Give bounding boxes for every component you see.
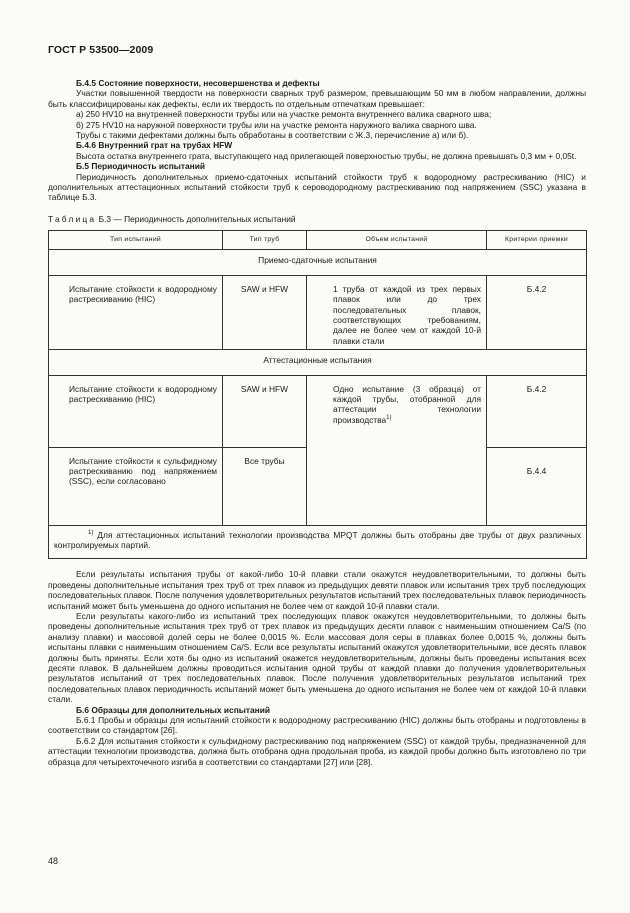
table-caption-text: Б.3 — Периодичность дополнительных испытаний <box>98 213 296 224</box>
table-footnote <box>49 525 587 559</box>
paragraph: Участки повышенной твердости на поверхности сварных труб размером, превышающим 50 мм в любом направлении, должны быть классифицированы как дефекты, если их твердость по отдельным отпечаткам превышает: <box>48 88 586 109</box>
section-b46-title: Б.4.6 Внутренний грат на трубах HFW <box>76 140 233 151</box>
cell-volume: 1 труба от каждой из трех первых плавок или до трех последовательных плавок, соответствующих требованиям, далее не более чем от каждой 10-й плавки стали <box>307 275 487 349</box>
table-caption <box>48 214 586 224</box>
cell-criteria: Б.4.2 <box>487 275 587 349</box>
cell-test-type: Испытание стойкости к водородному растрескиванию (HIC) <box>49 275 223 349</box>
table-row <box>49 375 587 447</box>
section-b5-title: Б.5 Периодичность испытаний <box>76 161 206 172</box>
cell-pipe-type: SAW и HFW <box>223 375 307 447</box>
table-footnote-row <box>49 525 587 559</box>
paragraph: Если результаты какого-либо из испытаний трех последующих плавок окажутся неудовлетворительными, то должны быть проведены дополнительные испытания трех труб от трех плавок из предыдущих десяти плавок с наименьшим отношением Ca/S (по анализу плавки) и массовой долей серы не более 0,0015 %. Если массовая доля серы в плавках более 0,0015 %, должны быть испытаны плавки с наименьшим отношением Ca/S. Если все результаты испытаний окажутся удовлетворительными, все десять плавок должны быть приняты. Если хотя бы одно из испытаний окажется неудовлетворительным, должны быть проведены испытания всех десяти плавок. В дальнейшем должны проводиться испытания одной трубы от каждой плавки до получения удовлетворительных результатов испытаний от трех последовательных плавок. После получения удовлетворительных результатов испытаний трех последовательных плавок периодичность испытаний может быть уменьшена до одного испытания не более чем от каждой 10-й плавки стали. <box>48 610 586 705</box>
table-section-row <box>49 350 587 375</box>
table-row <box>49 275 587 349</box>
cell-test-type: Испытание стойкости к водородному растрескиванию (HIC) <box>49 375 223 447</box>
section-label: Приемо-сдаточные испытания <box>49 250 587 275</box>
paragraph: Периодичность дополнительных приемо-сдаточных испытаний стойкости труб к водородному растрескиванию (HIC) и дополнительных аттестационных испытаний стойкости труб к сероводородному растрескиванию под напряжением (SSC) указана в таблице Б.3. <box>48 171 586 203</box>
document-page <box>48 44 586 767</box>
cell-criteria: Б.4.4 <box>487 447 587 525</box>
column-header: Объем испытаний <box>307 231 487 250</box>
list-item-a: а) 250 HV10 на внутренней поверхности трубы или на участке ремонта внутреннего валика сварного шва; <box>76 109 492 120</box>
cell-criteria: Б.4.2 <box>487 375 587 447</box>
cell-volume-text: Одно испытание (3 образца) от каждой трубы, отобранной для аттестации технологии производства <box>333 383 481 425</box>
column-header: Тип труб <box>223 231 307 250</box>
paragraph: Трубы с такими дефектами должны быть обработаны в соответствии с Ж.3, перечисление а) или б). <box>76 130 469 141</box>
table-caption-prefix: Таблица <box>48 213 97 224</box>
paragraph: Б.6.1 Пробы и образцы для испытаний стойкости к водородному растрескиванию (HIC) должны быть отобраны и подготовлены в соответствии со стандартом [26]. <box>48 715 586 736</box>
paragraph: Если результаты испытания трубы от какой-либо 10-й плавки стали окажутся неудовлетворительными, то должны быть проведены дополнительные испытания трех труб от трех плавок из предыдущих девяти плавок или испытания трех труб последующих последовательных плавок. После получения удовлетворительных результатов испытаний трех последовательных плавок периодичность испытаний может быть уменьшена до одного испытания не более чем от каждой 10-й плавки стали. <box>48 569 586 611</box>
cell-pipe-type: SAW и HFW <box>223 275 307 349</box>
paragraph: Б.6.2 Для испытания стойкости к сульфидному растрескиванию под напряжением (SSC) от каждой трубы, предназначенной для аттестации технологии производства, должна быть отобрана одна продольная проба, из каждой пробы должно быть изготовлено по три образца для четырехточечного изгиба в соответствии со стандартами [27] или [28]. <box>48 735 586 767</box>
document-header: ГОСТ Р 53500—2009 <box>48 44 154 56</box>
section-label: Аттестационные испытания <box>49 350 587 375</box>
column-header: Тип испытаний <box>49 231 223 250</box>
table-header-row <box>49 231 587 250</box>
paragraph: Высота остатка внутреннего грата, выступающего над прилегающей поверхностью трубы, не должна превышать 0,3 мм + 0,05t. <box>76 150 577 161</box>
table-section-row <box>49 250 587 275</box>
column-header: Критерии приемки <box>487 231 587 250</box>
periodicity-table <box>48 230 587 559</box>
footnote-text: Для аттестационных испытаний технологии производства MPQT должны быть отобраны две трубы от двух различных контролируемых партий. <box>54 529 582 550</box>
page-number: 48 <box>48 856 59 866</box>
footnote-mark: 1) <box>88 529 94 536</box>
cell-test-type: Испытание стойкости к сульфидному растрескиванию под напряжением (SSC), если согласовано <box>49 447 223 525</box>
footnote-ref: 1) <box>386 414 392 421</box>
cell-volume <box>307 375 487 525</box>
section-b45-title: Б.4.5 Состояние поверхности, несовершенства и дефекты <box>76 78 320 88</box>
cell-pipe-type: Все трубы <box>223 447 307 525</box>
list-item-b: б) 275 HV10 на наружной поверхности трубы или на участке ремонта наружного валика сварного шва. <box>76 119 477 130</box>
section-b6-title: Б.6 Образцы для дополнительных испытаний <box>76 704 271 715</box>
